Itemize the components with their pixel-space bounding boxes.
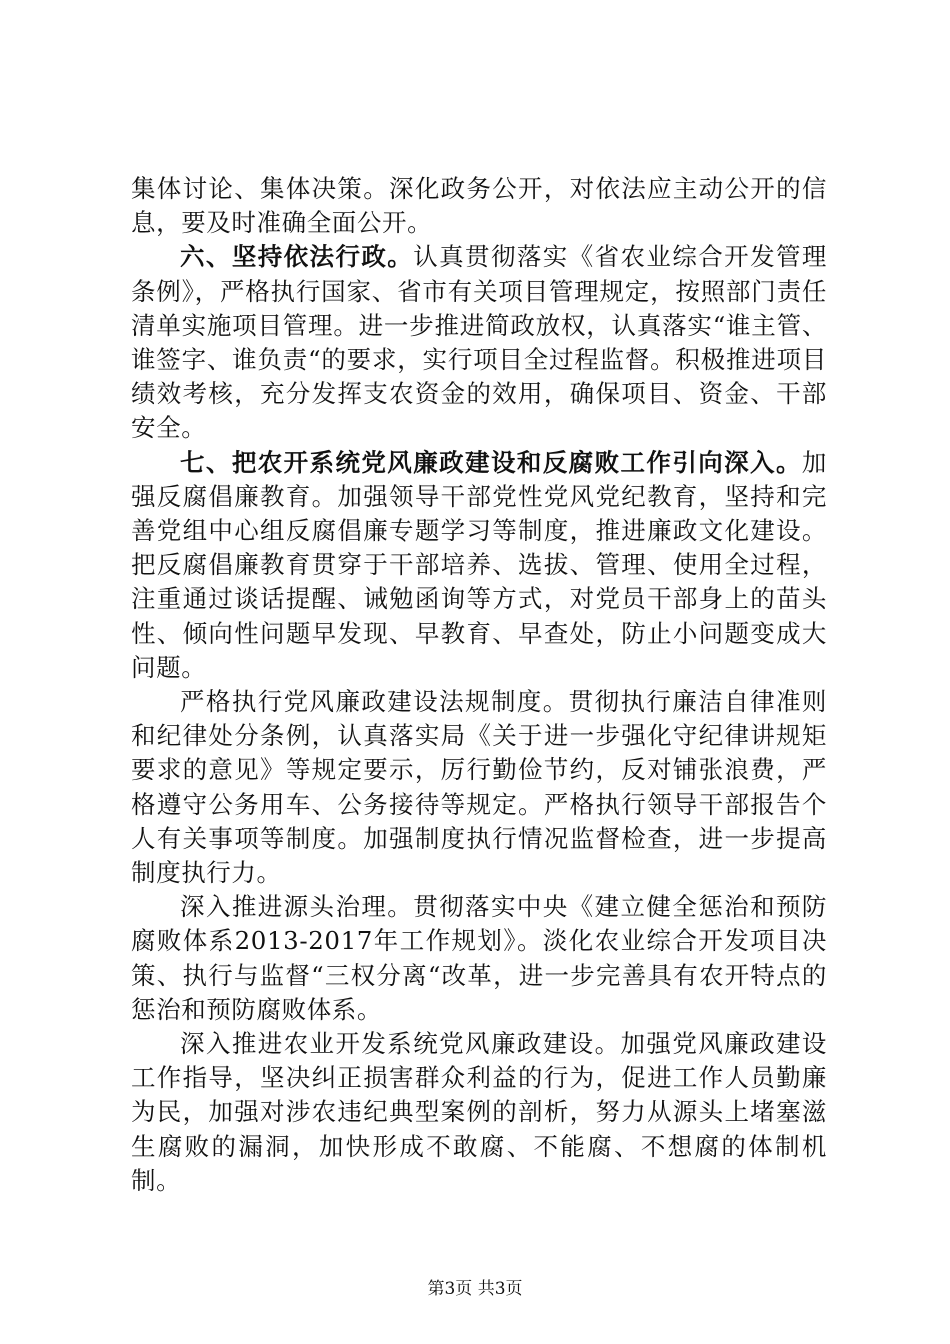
paragraph-5 (131, 890, 827, 1027)
paragraph-2 (131, 240, 827, 445)
paragraph-4-text: 严格执行党风廉政建设法规制度。贯彻执行廉洁自律准则和纪律处分条例，认真落实局《关于进一步强化守纪律讲规矩要求的意见》等规定要示，厉行勤俭节约，反对铺张浪费，严格遵守公务用车、公务接待等规定。严格执行领导干部报告个人有关事项等制度。加强制度执行情况监督检查，进一步提高制度执行力。 (131, 687, 827, 888)
section-heading-6: 六、坚持依法行政。 (180, 242, 414, 272)
page-footer (0, 1274, 950, 1299)
paragraph-3 (131, 446, 827, 685)
document-body (131, 172, 827, 1198)
paragraph-6-text: 深入推进农业开发系统党风廉政建设。加强党风廉政建设工作指导，坚决纠正损害群众利益的行为，促进工作人员勤廉为民，加强对涉农违纪典型案例的剖析，努力从源头上堵塞滋生腐败的漏洞，加快形成不敢腐、不能腐、不想腐的体制机制。 (131, 1029, 827, 1195)
page-number: 第3页 共3页 (427, 1279, 523, 1299)
section-heading-7: 七、把农开系统党风廉政建设和反腐败工作引向深入。 (180, 447, 802, 477)
paragraph-5-text: 深入推进源头治理。贯彻落实中央《建立健全惩治和预防腐败体系2013-2017年工作规划》。淡化农业综合开发项目决策、执行与监督“三权分离“改革，进一步完善具有农开特点的惩治和预防腐败体系。 (131, 892, 827, 1024)
paragraph-4 (131, 685, 827, 890)
paragraph-1 (131, 172, 827, 240)
paragraph-1-text: 集体讨论、集体决策。深化政务公开，对依法应主动公开的信息，要及时准确全面公开。 (131, 174, 827, 238)
paragraph-6 (131, 1027, 827, 1198)
paragraph-3-text: 加强反腐倡廉教育。加强领导干部党性党风党纪教育，坚持和完善党组中心组反腐倡廉专题学习等制度，推进廉政文化建设。把反腐倡廉教育贯穿于干部培养、选拔、管理、使用全过程，注重通过谈话提醒、诫勉函询等方式，对党员干部身上的苗头性、倾向性问题早发现、早教育、早查处，防止小问题变成大问题。 (131, 447, 827, 682)
paragraph-2-text: 认真贯彻落实《省农业综合开发管理条例》，严格执行国家、省市有关项目管理规定，按照部门责任清单实施项目管理。进一步推进简政放权，认真落实“谁主管、谁签字、谁负责“的要求，实行项目全过程监督。积极推进项目绩效考核，充分发挥支农资金的效用，确保项目、资金、干部安全。 (131, 242, 827, 443)
